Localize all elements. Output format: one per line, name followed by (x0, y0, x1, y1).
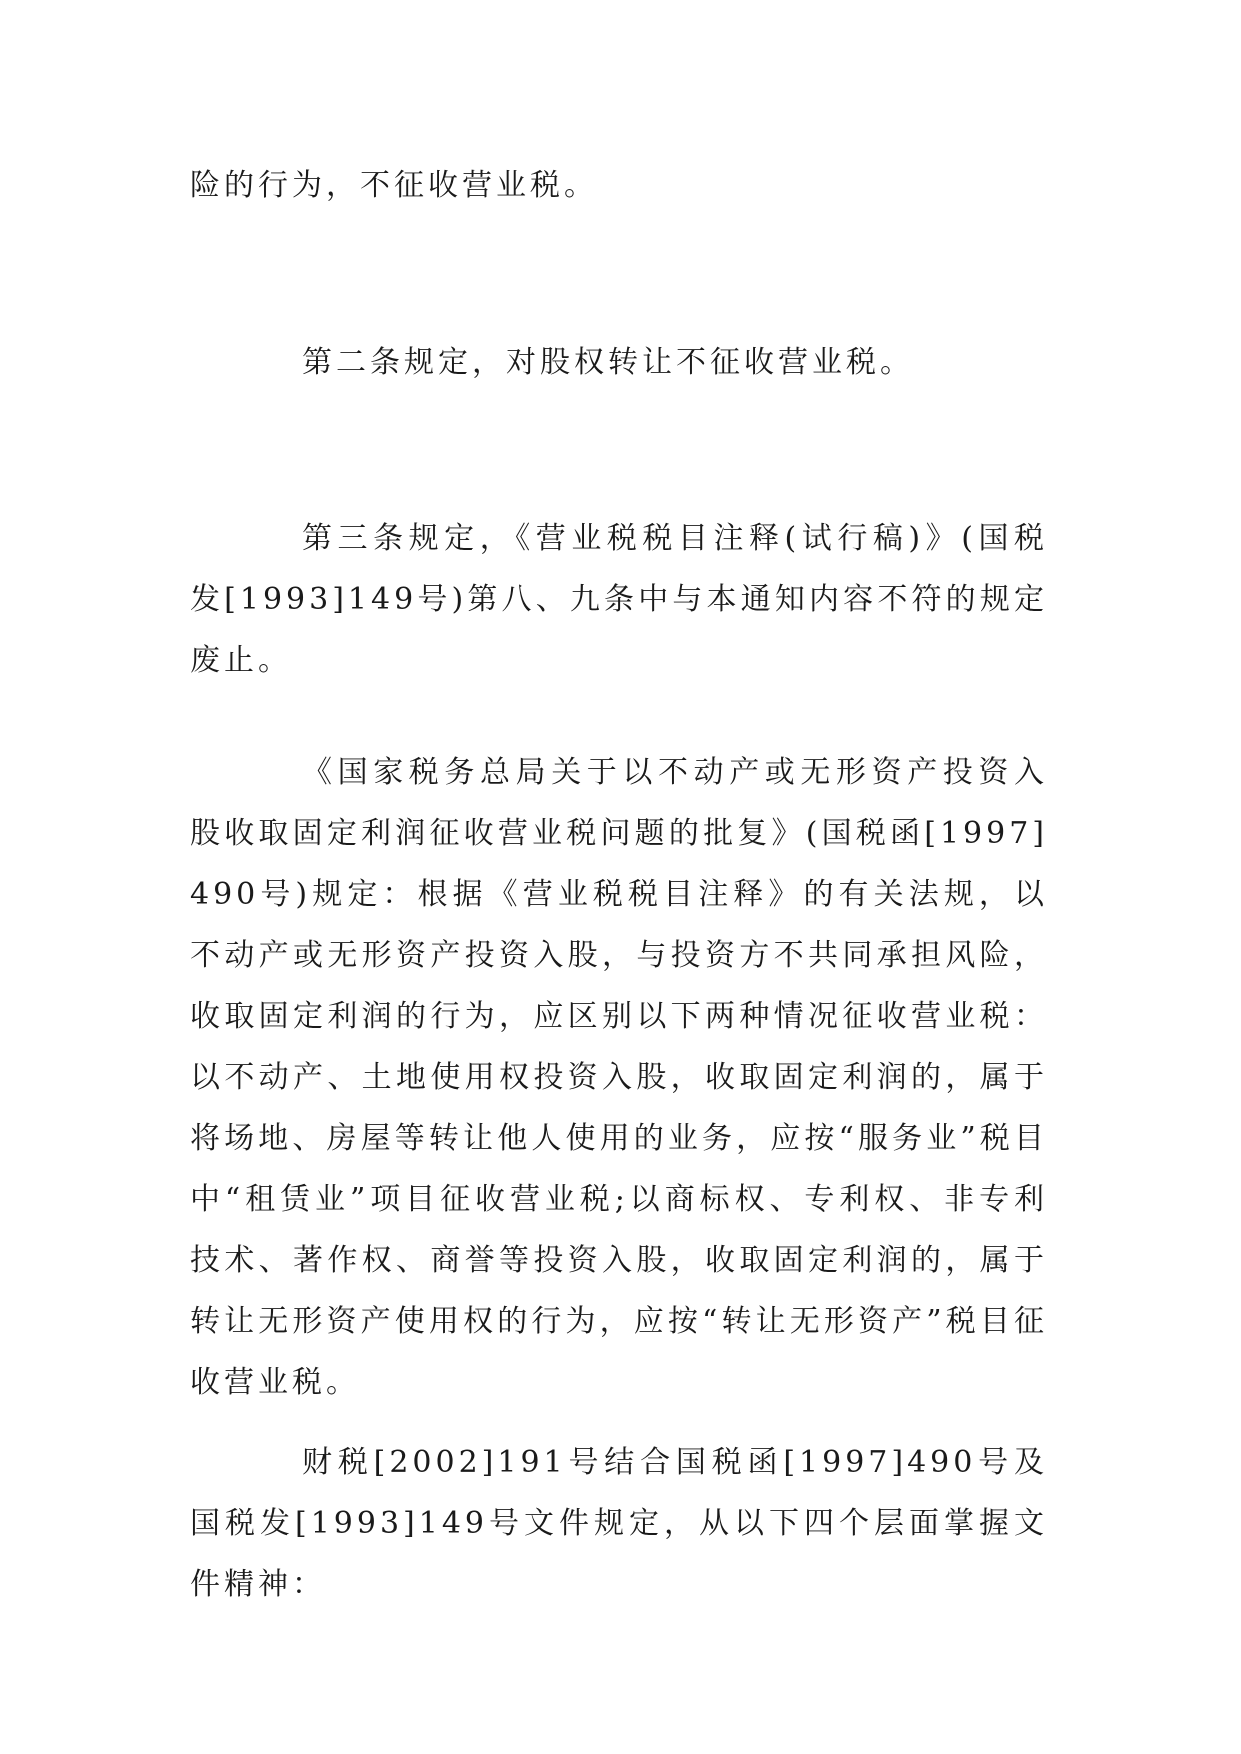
paragraph-continuation: 险的行为，不征收营业税。 (190, 168, 598, 203)
paragraph-reply-1997-490: 《国家税务总局关于以不动产或无形资产投资入股收取固定利润征收营业税问题的批复》(国税函[1997]490号)规定：根据《营业税税目注释》的有关法规，以不动产或无形资产投资入股，与投资方不共同承担风险，收取固定利润的行为，应区别以下两种情况征收营业税：以不动产、土地使用权投资入股，收取固定利润的，属于将场地、房屋等转让他人使用的业务，应按“服务业”税目中“租赁业”项目征收营业税;以商标权、专利权、非专利技术、著作权、商誉等投资入股，收取固定利润的，属于转让无形资产使用权的行为，应按“转让无形资产”税目征收营业税。 (190, 755, 1048, 1400)
paragraph-article-3: 第三条规定，《营业税税目注释(试行稿)》(国税发[1993]149号)第八、九条中与本通知内容不符的规定废止。 (190, 521, 1048, 678)
paragraph-summary: 财税[2002]191号结合国税函[1997]490号及国税发[1993]149号文件规定，从以下四个层面掌握文件精神： (190, 1445, 1048, 1602)
paragraph-article-2: 第二条规定，对股权转让不征收营业税。 (302, 345, 914, 380)
